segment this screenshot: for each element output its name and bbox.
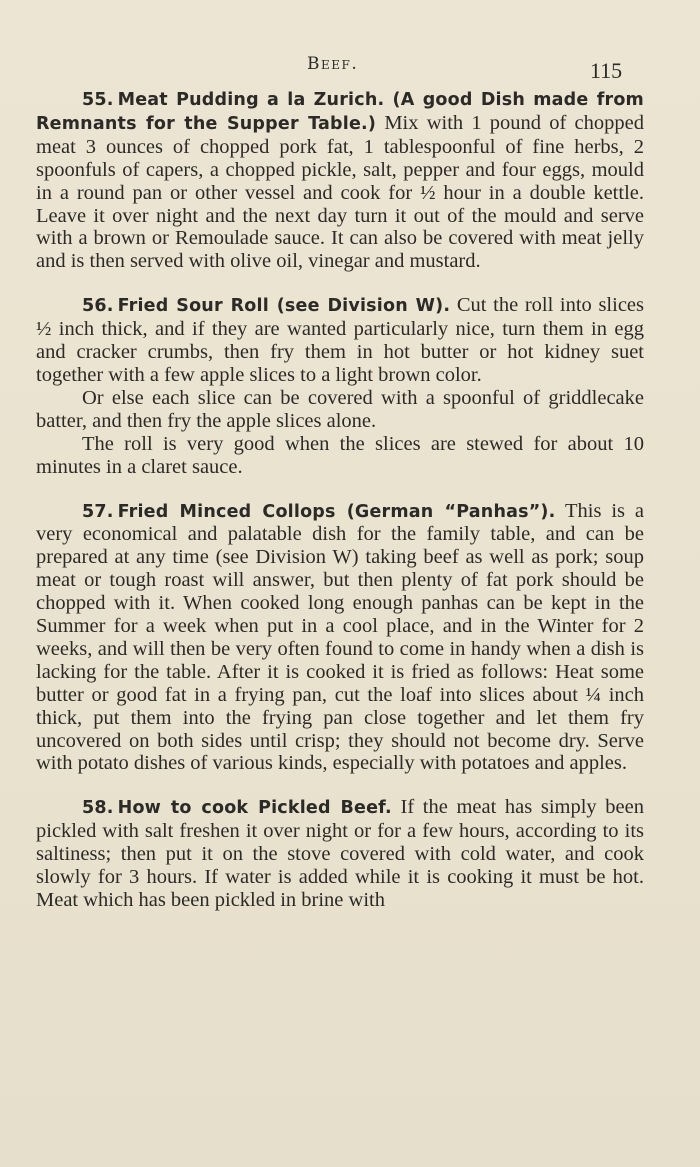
running-title: Beef. [307,54,359,74]
recipe-text: If the meat has simply been pickled with salt freshen it over night or for a few hours, according to its saltiness; then put it on the stove covered with cold water, and cook slowly for 3 hours. If water is added while it is cooking it must be hot. Meat which has been pickled in brine with [36,796,644,911]
recipe-56 [36,294,644,478]
recipe-paragraph: The roll is very good when the slices are stewed for about 10 minutes in a claret sauce. [36,432,644,478]
recipe-number: 55. [82,90,114,110]
recipe-text: This is a very economical and palatable dish for the family table, and can be prepared at any time (see Division W) taking beef as well as pork; soup meat or tough roast will answer, but then plenty of fat pork should be chopped with it. When cooked long enough panhas can be kept in the Summer for a week when put in a cool place, and in the Winter for 2 weeks, and will then be very often found to come in handy when a dish is lacking for the table. After it is cooked it is fried as follows: Heat some butter or good fat in a frying pan, cut the loaf into slices about ¼ inch thick, put them into the frying pan close together and let them fry uncovered on both sides until crisp; they should not become dry. Serve with potato dishes of various kinds, especially with potatoes and apples. [36,499,645,775]
recipe-text: Cut the roll into slices ½ inch thick, and if they are wanted particularly nice, turn them in egg and cracker crumbs, then fry them in hot butter or hot kidney suet together with a few apple slices to a light brown color. [36,294,644,386]
recipe-title: Fried Sour Roll (see Division W). [117,296,451,317]
recipe-title: Meat Pudding a la Zurich. (A good Dish made from Remnants for the Supper Table.) [36,90,644,134]
recipe-number: 56. [82,296,114,317]
recipe-heading [82,798,392,818]
recipe-57 [36,500,644,776]
recipe-58 [36,796,644,912]
recipe-heading [82,296,450,316]
recipe-55 [36,88,644,273]
recipe-number: 57. [82,501,114,522]
page-body [36,88,644,933]
recipe-paragraph [36,500,644,776]
recipe-text: Mix with 1 pound of chopped meat 3 ounces of chopped pork fat, 1 tablespoonful of fine herbs, 2 spoonfuls of capers, a chopped pickle, salt, pepper and four eggs, mould in a round pan or other vessel and cook for ½ hour in a double kettle. Leave it over night and the next day turn it out of the mould and serve with a brown or Remoulade sauce. It can also be covered with meat jelly and is then served with olive oil, vinegar and mustard. [36,111,644,273]
recipe-heading [82,502,555,522]
running-head [0,50,700,84]
page-number: 115 [590,58,623,83]
recipe-paragraph: Or else each slice can be covered with a spoonful of griddlecake batter, and then fry the apple slices alone. [36,386,644,432]
recipe-paragraph [36,88,644,273]
recipe-paragraph [36,294,644,387]
recipe-paragraph [36,796,644,912]
recipe-title: Fried Minced Collops (German “Panhas”). [117,501,556,522]
recipe-title: How to cook Pickled Beef. [117,798,392,819]
recipe-number: 58. [82,798,114,819]
